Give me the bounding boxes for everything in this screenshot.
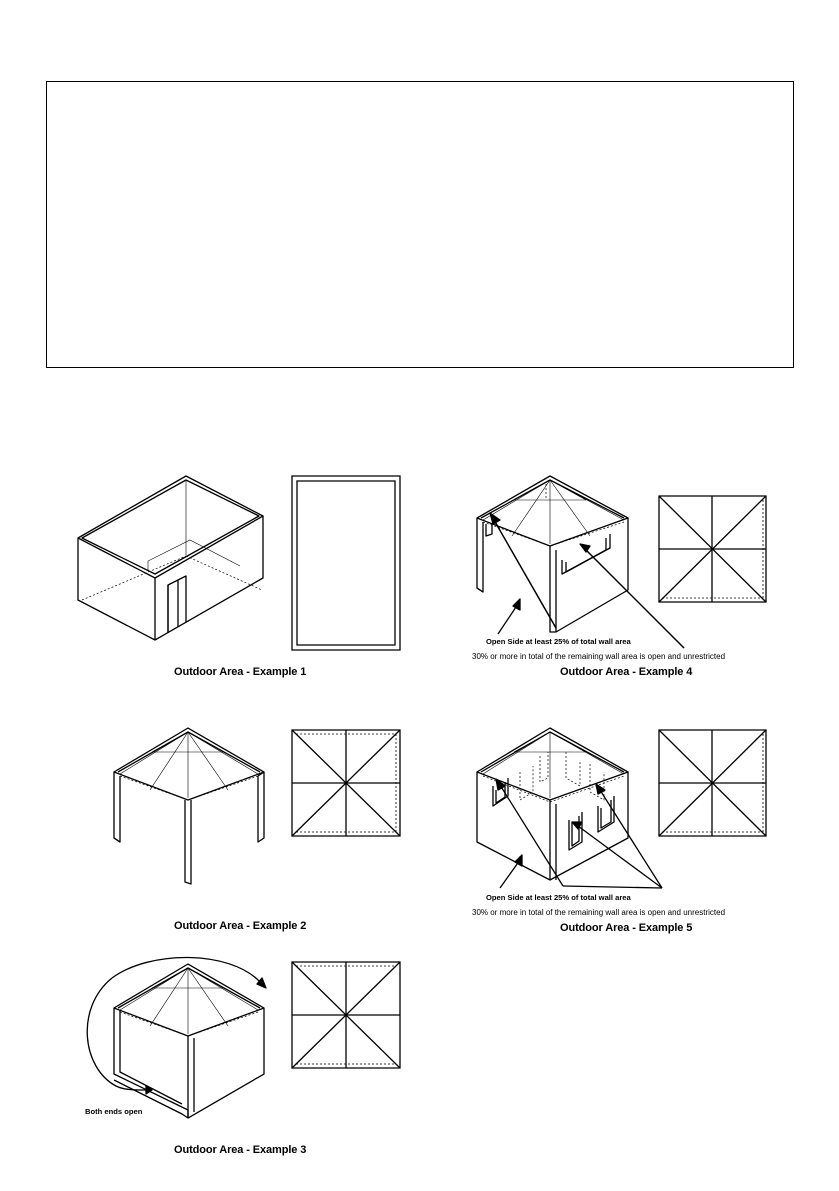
- example-2-plan-view: [290, 728, 402, 840]
- example-5-remaining-wall-note: 30% or more in total of the remaining wall area is open and unrestricted: [472, 908, 726, 917]
- text-box-frame: [46, 81, 794, 368]
- example-5-caption: Outdoor Area - Example 5: [560, 922, 693, 934]
- example-1-isometric-enclosure: [70, 470, 270, 640]
- example-4-caption: Outdoor Area - Example 4: [560, 666, 693, 678]
- example-5-plan-view: [657, 728, 769, 840]
- example-4-plan-view: [657, 494, 769, 606]
- example-1-plan-view: [290, 474, 402, 652]
- example-1-caption: Outdoor Area - Example 1: [174, 666, 307, 678]
- example-2-caption: Outdoor Area - Example 2: [174, 920, 307, 932]
- example-4-open-side-note: Open Side at least 25% of total wall area: [486, 637, 631, 646]
- example-3-note: Both ends open: [85, 1107, 143, 1116]
- example-3-isometric-open-ends: [78, 944, 274, 1124]
- example-3-plan-view: [290, 960, 402, 1072]
- example-2-isometric-pergola: [108, 722, 268, 888]
- example-4-remaining-wall-note: 30% or more in total of the remaining wall area is open and unrestricted: [472, 652, 726, 661]
- example-5-open-side-note: Open Side at least 25% of total wall area: [486, 893, 631, 902]
- example-3-caption: Outdoor Area - Example 3: [174, 1144, 307, 1156]
